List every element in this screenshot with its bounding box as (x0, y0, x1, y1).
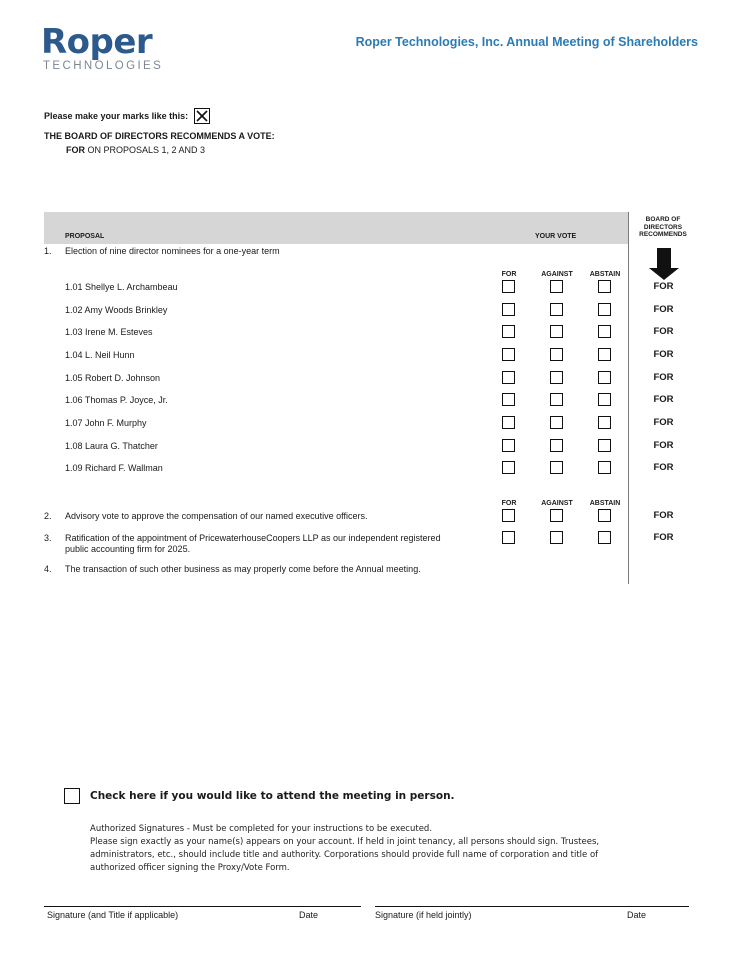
board-recommendation-heading: THE BOARD OF DIRECTORS RECOMMENDS A VOTE: (44, 131, 275, 141)
nominee-name: 1.01 Shellye L. Archambeau (65, 282, 178, 292)
signature-line-1[interactable] (44, 906, 361, 907)
nominee-for-checkbox[interactable] (502, 348, 515, 361)
nominee-against-checkbox[interactable] (550, 416, 563, 429)
proposal-3-number: 3. (44, 533, 52, 543)
vote-for-header: FOR (501, 271, 517, 278)
proposal-3-text-line-1: Ratification of the appointment of PricewaterhouseCoopers LLP as our independent registered (65, 533, 441, 543)
nominee-against-checkbox[interactable] (550, 393, 563, 406)
nominee-recommendation: FOR (653, 349, 674, 360)
nominee-for-checkbox[interactable] (502, 416, 515, 429)
nominee-recommendation: FOR (653, 372, 674, 383)
nominee-abstain-checkbox[interactable] (598, 461, 611, 474)
nominee-against-checkbox[interactable] (550, 439, 563, 452)
proposal-3-abstain-checkbox[interactable] (598, 531, 611, 544)
nominee-abstain-checkbox[interactable] (598, 348, 611, 361)
nominee-abstain-checkbox[interactable] (598, 371, 611, 384)
nominee-for-checkbox[interactable] (502, 371, 515, 384)
marks-instruction (44, 108, 210, 124)
nominee-name: 1.04 L. Neil Hunn (65, 350, 135, 360)
nominee-for-checkbox[interactable] (502, 303, 515, 316)
proposal-4-number: 4. (44, 564, 52, 574)
vote-against-header: AGAINST (541, 271, 573, 278)
attend-meeting-row (64, 788, 455, 804)
nominee-abstain-checkbox[interactable] (598, 280, 611, 293)
board-col-line-1: BOARD OF (645, 216, 681, 223)
column-your-vote: YOUR VOTE (535, 233, 577, 240)
nominee-abstain-checkbox[interactable] (598, 439, 611, 452)
roper-logo (41, 24, 163, 72)
auth-line-4: authorized officer signing the Proxy/Vote Form. (90, 863, 290, 873)
column-proposal: PROPOSAL (65, 233, 105, 240)
nominee-for-checkbox[interactable] (502, 461, 515, 474)
board-col-line-3: RECOMMENDS (639, 231, 687, 238)
nominee-name: 1.07 John F. Murphy (65, 418, 147, 428)
proposal-2-number: 2. (44, 511, 52, 521)
proposal-3-recommendation: FOR (653, 532, 674, 543)
proposal-3-for-checkbox[interactable] (502, 531, 515, 544)
signature-2-label: Signature (if held jointly) (375, 910, 472, 920)
nominee-name: 1.06 Thomas P. Joyce, Jr. (65, 395, 168, 405)
vote-abstain-header-2: ABSTAIN (589, 500, 621, 507)
nominee-for-checkbox[interactable] (502, 280, 515, 293)
board-for-label: FOR (66, 145, 85, 155)
proposal-2-recommendation: FOR (653, 510, 674, 521)
attend-meeting-label: Check here if you would like to attend the meeting in person. (90, 790, 455, 802)
nominee-against-checkbox[interactable] (550, 280, 563, 293)
nominee-name: 1.03 Irene M. Esteves (65, 327, 153, 337)
nominee-abstain-checkbox[interactable] (598, 416, 611, 429)
nominee-against-checkbox[interactable] (550, 325, 563, 338)
nominee-against-checkbox[interactable] (550, 461, 563, 474)
nominee-abstain-checkbox[interactable] (598, 325, 611, 338)
proposal-2-against-checkbox[interactable] (550, 509, 563, 522)
auth-line-2: Please sign exactly as your name(s) appears on your account. If held in joint tenancy, all persons should sign. Trustees, (90, 837, 600, 847)
signature-line-2[interactable] (375, 906, 689, 907)
board-proposals-label: ON PROPOSALS 1, 2 AND 3 (87, 145, 206, 155)
nominee-recommendation: FOR (653, 462, 674, 473)
example-mark-icon (194, 108, 210, 124)
nominee-for-checkbox[interactable] (502, 325, 515, 338)
nominee-name: 1.02 Amy Woods Brinkley (65, 305, 168, 315)
date-2-label: Date (627, 910, 647, 920)
nominee-for-checkbox[interactable] (502, 393, 515, 406)
vote-for-header-2: FOR (501, 500, 517, 507)
vote-abstain-header: ABSTAIN (589, 271, 621, 278)
signature-1-label: Signature (and Title if applicable) (47, 910, 179, 920)
nominee-recommendation: FOR (653, 281, 674, 292)
nominee-against-checkbox[interactable] (550, 371, 563, 384)
proposal-2-abstain-checkbox[interactable] (598, 509, 611, 522)
board-col-line-2: DIRECTORS (643, 223, 683, 231)
meeting-title: Roper Technologies, Inc. Annual Meeting of Shareholders (355, 35, 698, 49)
nominee-recommendation: FOR (653, 440, 674, 451)
authorization-text (90, 823, 650, 875)
auth-line-1: Authorized Signatures - Must be completed for your instructions to be executed. (90, 824, 433, 834)
nominee-against-checkbox[interactable] (550, 303, 563, 316)
proposal-3-text-line-2: public accounting firm for 2025. (65, 544, 191, 554)
auth-line-3: administrators, etc., should include title and authority. Corporations should provide full name of corporation and title of (90, 850, 599, 860)
board-column-divider (628, 212, 629, 584)
down-arrow-icon (649, 248, 679, 285)
marks-label: Please make your marks like this: (44, 111, 189, 121)
nominee-for-checkbox[interactable] (502, 439, 515, 452)
attend-meeting-checkbox[interactable] (64, 788, 80, 804)
nominee-recommendation: FOR (653, 417, 674, 428)
proposal-1-text: Election of nine director nominees for a one-year term (65, 246, 280, 256)
nominee-recommendation: FOR (653, 304, 674, 315)
nominee-recommendation: FOR (653, 326, 674, 337)
nominee-against-checkbox[interactable] (550, 348, 563, 361)
date-1-label: Date (299, 910, 319, 920)
nominee-name: 1.05 Robert D. Johnson (65, 373, 161, 383)
vote-against-header-2: AGAINST (541, 500, 573, 507)
proposal-2-text: Advisory vote to approve the compensation of our named executive officers. (65, 511, 368, 521)
logo-wordmark: Roper (41, 22, 153, 62)
proposal-2-for-checkbox[interactable] (502, 509, 515, 522)
nominee-name: 1.09 Richard F. Wallman (65, 463, 163, 473)
proposal-3-against-checkbox[interactable] (550, 531, 563, 544)
nominee-recommendation: FOR (653, 394, 674, 405)
nominee-name: 1.08 Laura G. Thatcher (65, 441, 158, 451)
nominee-abstain-checkbox[interactable] (598, 393, 611, 406)
column-board-recommends (628, 212, 698, 244)
proposal-4-text: The transaction of such other business as may properly come before the Annual meeting. (65, 564, 421, 574)
proposal-1-number: 1. (44, 246, 52, 256)
proposal-3-text (65, 533, 441, 555)
logo-subtitle: TECHNOLOGIES (43, 60, 164, 72)
board-recommendation-detail (66, 145, 205, 155)
nominee-abstain-checkbox[interactable] (598, 303, 611, 316)
proposal-table-header (44, 212, 698, 244)
